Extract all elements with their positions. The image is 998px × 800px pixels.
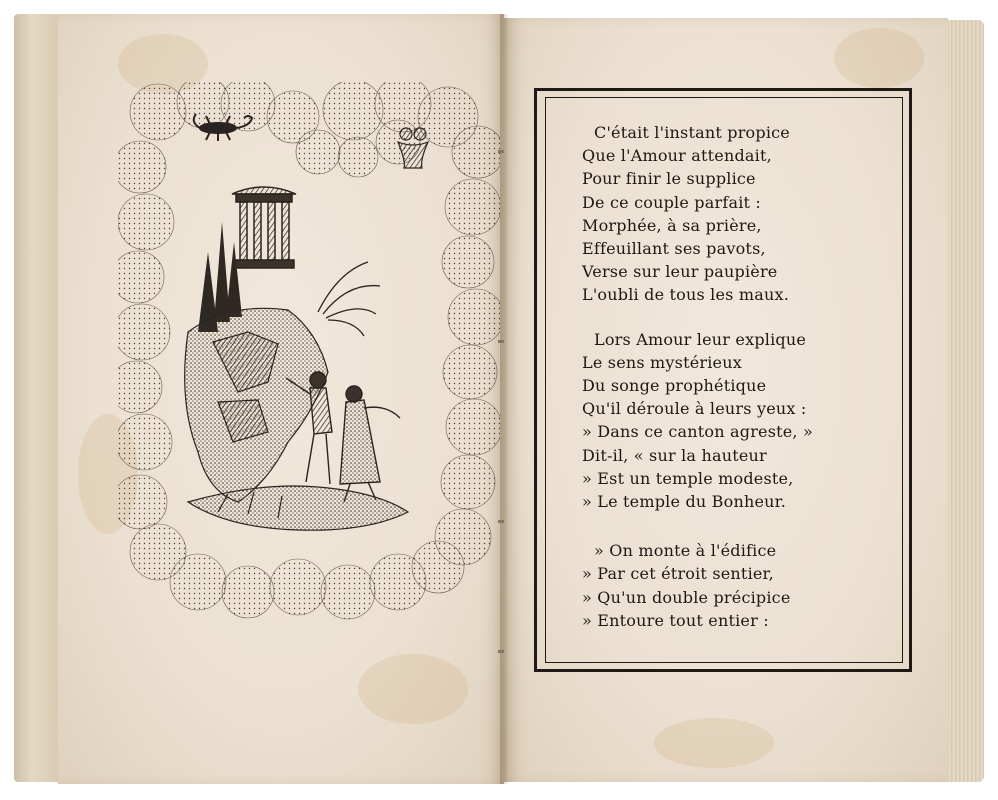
poem-line: Lors Amour leur explique	[594, 329, 807, 349]
poem-line: Verse sur leur paupière	[582, 262, 778, 282]
text-border-frame	[534, 88, 912, 672]
palm-fronds	[318, 262, 380, 336]
poem-line: Dit-il, « sur la hauteur	[582, 445, 767, 465]
poem-stanza	[582, 328, 892, 514]
poem-line: C'était l'instant propice	[594, 123, 790, 142]
poem-line: » Dans ce canton agreste, »	[582, 422, 813, 442]
book-cover-edge-left	[14, 14, 58, 782]
poem-line: L'oubli de tous les maux.	[582, 285, 789, 305]
poem-line: Qu'il déroule à leurs yeux :	[582, 399, 807, 419]
poem-line: Du songe prophétique	[582, 376, 767, 396]
poem-line: » On monte à l'édifice	[594, 541, 777, 561]
poem-stanza	[582, 121, 892, 307]
poem-line: Le sens mystérieux	[582, 352, 742, 372]
poem-line: Que l'Amour attendait,	[582, 146, 772, 166]
page-stack-edge-right	[944, 20, 984, 782]
foxing-stain	[358, 654, 468, 724]
poem-line: » Qu'un double précipice	[582, 587, 791, 607]
engraving-illustration	[118, 82, 500, 622]
poem-line: » Est un temple modeste,	[582, 468, 794, 488]
foxing-stain	[654, 718, 774, 768]
poem-line: » Par cet étroit sentier,	[582, 564, 774, 584]
binding-stitch	[498, 650, 504, 653]
poem-stanza	[582, 539, 892, 632]
foxing-stain	[834, 28, 924, 88]
poem-line: Pour finir le supplice	[582, 169, 756, 189]
book-gutter	[500, 14, 508, 784]
rocky-cliff	[185, 308, 328, 502]
poem-line: Effeuillant ses pavots,	[582, 239, 766, 259]
poem-line: » Le temple du Bonheur.	[582, 492, 787, 512]
poem-line: De ce couple parfait :	[582, 192, 762, 212]
poem-line: » Entoure tout entier :	[582, 610, 769, 630]
temple-illustration	[232, 187, 296, 268]
poem-text	[582, 121, 892, 653]
poem-line: Morphée, à sa prière,	[582, 215, 762, 235]
